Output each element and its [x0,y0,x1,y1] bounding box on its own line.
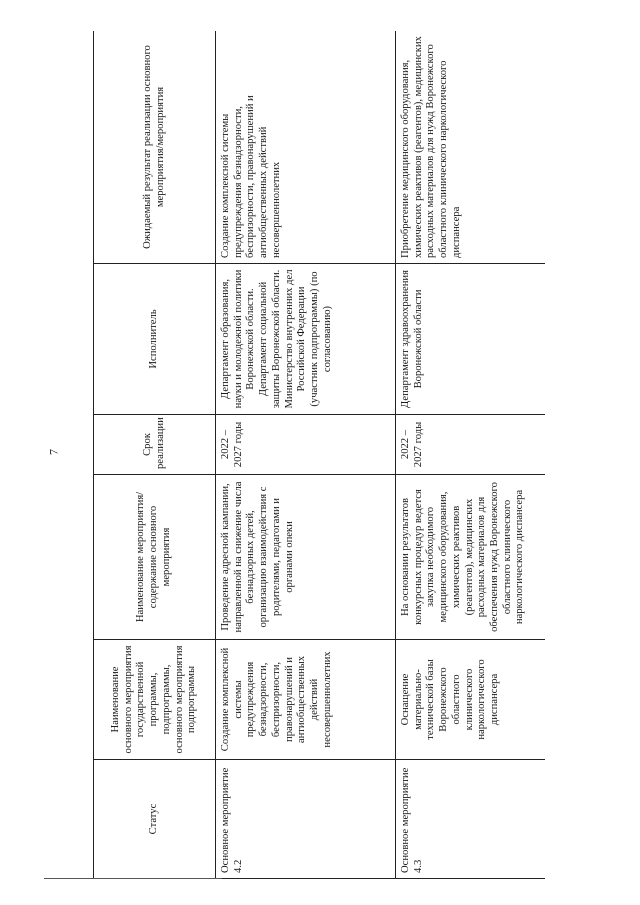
page-number: 7 [46,449,61,455]
row-name: Создание комплексной системы предупреждения безнадзорности, беспризорности, правонарушений и антиобщественных действий несовершеннолетних [216,640,396,760]
row-status: Основное мероприятие 4.3 [396,760,546,879]
header-executor: Исполнитель [94,264,216,415]
rotated-table-wrapper [93,31,545,879]
row-status: Основное мероприятие 4.2 [216,760,396,879]
header-result: Ожидаемый результат реализации основного мероприятия/мероприятия [94,31,216,264]
header-name: Наименование основного мероприятия государственной программы, подпрограммы, основного мероприятия подпрограммы [94,640,216,760]
footer-divider [44,878,222,879]
row-name: Оснащение материально-технической базы Воронежского областного клинического наркологического диспансера [396,640,546,760]
row-result: Приобретение медицинского оборудования, химических реактивов (реагентов), медицинских расходных материалов для нужд Воронежского областного клинического наркологического диспансера [396,31,546,264]
table-row [396,31,546,879]
table-row [216,31,396,879]
row-result: Создание комплексной системы предупреждения безнадзорности, беспризорности, правонарушений и антиобщественных действий несовершеннолетних [216,31,396,264]
row-term: 2022 – 2027 годы [396,415,546,475]
program-events-table [93,31,545,879]
row-executor: Департамент здравоохранения Воронежской области [396,264,546,415]
table-header-row [94,31,216,879]
header-term: Срок реализации [94,415,216,475]
program-table-frame [93,31,545,879]
header-content: Наименование мероприятия/содержание основного мероприятия [94,475,216,640]
row-term: 2022 – 2027 годы [216,415,396,475]
header-status: Статус [94,760,216,879]
row-content: На основании результатов конкурсных процедур ведется закупка необходимого медицинского оборудования, химических реактивов (реагентов), медицинских расходных материалов для обеспечения нужд Воронежского областного клинического наркологического диспансера [396,475,546,640]
row-executor: Департамент образования, науки и молодежной политики Воронежской области. Департамент социальной защиты Воронежской области. Министерство внутренних дел Российской Федерации (участник подпрограммы) (по согласованию) [216,264,396,415]
row-content: Проведение адресной кампании, направленной на снижение числа безнадзорных детей, организацию взаимодействия с родителями, педагогами и органами опеки [216,475,396,640]
